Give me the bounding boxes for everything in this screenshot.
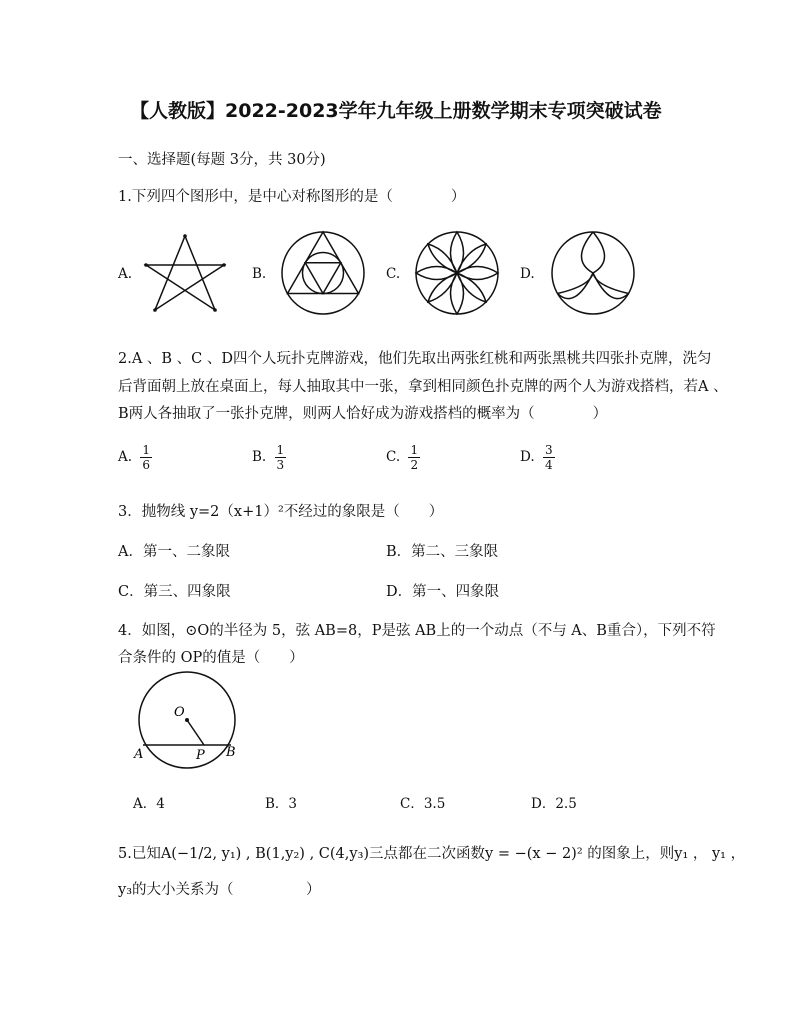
question-5-line-2: y₃的大小关系为（ ）	[118, 882, 321, 898]
flower-circle-figure	[414, 230, 500, 316]
question-4-line-1: 4．如图，⊙O的半径为 5，弦 AB=8，P是弦 AB上的一个动点（不与 A、B重合），下列不符	[118, 623, 716, 639]
question-2-line-3: B两人各抽取了一张扑克牌，则两人恰好成为游戏搭档的概率为（ ）	[118, 406, 608, 422]
question-1-stem: 1.下列四个图形中，是中心对称图形的是（ ）	[118, 189, 466, 205]
question-4-line-2: 合条件的 OP的值是（ ）	[118, 650, 304, 666]
circle-triangle-figure	[280, 230, 366, 316]
question-2-line-2: 后背面朝上放在桌面上，每人抽取其中一张，拿到相同颜色扑克牌的两个人为游戏搭档，若A 、	[118, 379, 728, 395]
q2-option-b	[252, 443, 286, 472]
q3-option-a: A．第一、二象限	[118, 544, 230, 560]
question-2-line-1: 2.A 、B 、C 、D四个人玩扑克牌游戏，他们先取出两张红桃和两张黑桃共四张扑克牌，洗匀	[118, 351, 712, 367]
fraction: $\frac{1}{2}$	[410, 443, 419, 472]
q3-option-c: C．第三、四象限	[118, 584, 231, 600]
point-a-label: A	[134, 747, 144, 762]
point-o-label: O	[174, 705, 185, 720]
three-arc-circle-figure	[550, 230, 636, 316]
q2-option-a	[118, 443, 152, 472]
fraction: $\frac{1}{6}$	[142, 443, 150, 472]
q4-option-b: B．3	[265, 796, 298, 812]
q4-option-c: C．3.5	[400, 796, 446, 812]
point-b-label: B	[226, 745, 236, 760]
point-p-label: P	[196, 748, 205, 763]
section-heading: 一、选择题(每题 3分，共 30分)	[118, 152, 326, 168]
q1-option-d-label: D.	[520, 266, 535, 282]
q3-option-b: B．第二、三象限	[386, 544, 499, 560]
page-title: 【人教版】2022-2023学年九年级上册数学期末专项突破试卷	[130, 100, 662, 122]
q2-option-d-label: D.	[520, 449, 535, 465]
circle-chord-figure	[128, 668, 246, 776]
q4-option-d: D．2.5	[531, 796, 577, 812]
q2-option-c-label: C.	[386, 449, 401, 465]
q2-option-d	[520, 443, 555, 472]
q1-option-c-label: C.	[386, 266, 401, 282]
q2-option-a-label: A.	[118, 449, 133, 465]
question-3-stem: 3．抛物线 y=2（x+1）²不经过的象限是（ ）	[118, 504, 444, 520]
star-figure	[140, 228, 230, 318]
fraction: $\frac{3}{4}$	[544, 443, 553, 472]
q1-option-b-label: B.	[252, 266, 267, 282]
question-5-line-1: 5.已知A(−1/2, y₁) , B(1,y₂) , C(4,y₃)三点都在二次函数y = −(x − 2)² 的图象上，则y₁ ， y₁ ，	[118, 846, 746, 862]
q2-option-b-label: B.	[252, 449, 267, 465]
q4-option-a: A．4	[133, 796, 165, 812]
q1-option-a-label: A.	[118, 266, 133, 282]
fraction: $\frac{1}{3}$	[276, 443, 285, 472]
q3-option-d: D．第一、四象限	[386, 584, 500, 600]
q2-option-c	[386, 443, 420, 472]
